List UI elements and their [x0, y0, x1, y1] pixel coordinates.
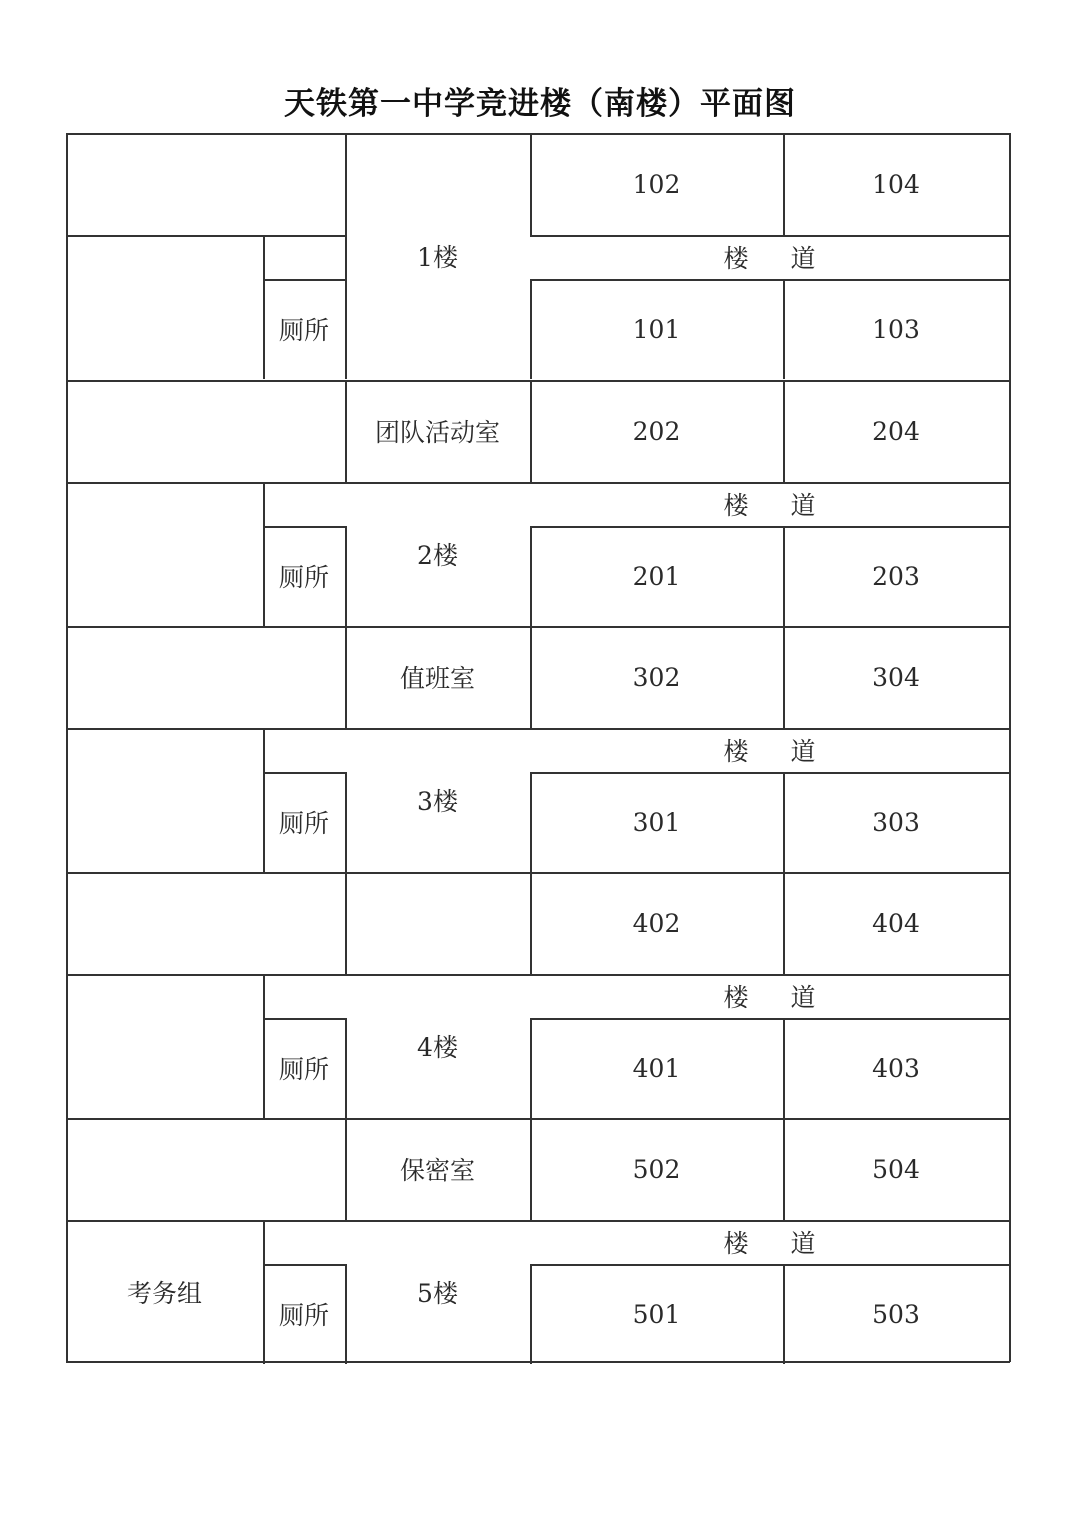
north-room-label: 保密室 [399, 1156, 475, 1185]
room-number: 202 [632, 416, 681, 446]
room-number: 201 [632, 561, 681, 591]
corridor-label [530, 974, 1009, 1018]
floor-label: 3楼 [417, 787, 458, 816]
corridor-label [530, 235, 1009, 279]
floor-label: 2楼 [417, 541, 458, 570]
room-number: 204 [872, 416, 920, 446]
corridor-label [530, 1220, 1009, 1264]
room-number: 302 [632, 662, 681, 692]
corridor-char: 楼 [723, 983, 749, 1012]
corridor-char: 道 [790, 983, 816, 1012]
frame-right [1009, 133, 1011, 1362]
north-room-label: 团队活动室 [374, 418, 500, 447]
room-number: 501 [632, 1299, 681, 1329]
corridor-label [530, 482, 1009, 526]
room-number: 402 [632, 908, 681, 938]
room-number: 303 [872, 807, 920, 837]
restroom-label: 厕所 [278, 809, 329, 838]
room-number: 103 [872, 314, 920, 344]
room-number: 102 [632, 169, 681, 199]
restroom-label: 厕所 [278, 316, 329, 345]
corridor-char: 道 [790, 1229, 816, 1258]
room-number: 403 [872, 1053, 920, 1083]
corridor-char: 道 [790, 491, 816, 520]
room-number: 301 [632, 807, 681, 837]
floor-label: 5楼 [417, 1279, 458, 1308]
corridor-char: 楼 [723, 1229, 749, 1258]
room-number: 502 [632, 1154, 681, 1184]
frame-left [66, 133, 68, 1361]
room-number: 203 [872, 561, 920, 591]
corridor-char: 道 [790, 244, 816, 273]
room-number: 503 [872, 1299, 920, 1329]
restroom-label: 厕所 [278, 563, 329, 592]
corridor-char: 楼 [723, 491, 749, 520]
room-number: 404 [872, 908, 920, 938]
north-room-label [345, 872, 530, 974]
corridor-char: 道 [790, 737, 816, 766]
room-number: 304 [872, 662, 920, 692]
room-number: 504 [872, 1154, 920, 1184]
north-room-label: 值班室 [399, 664, 475, 693]
office-label: 考务组 [126, 1279, 202, 1308]
corridor-label [530, 728, 1009, 772]
restroom-label: 厕所 [278, 1055, 329, 1084]
corridor-char: 楼 [723, 737, 749, 766]
room-number: 101 [632, 314, 681, 344]
page-title: 天铁第一中学竞进楼（南楼）平面图 [284, 86, 796, 122]
corridor-char: 楼 [723, 244, 749, 273]
floor-label: 1楼 [417, 243, 458, 272]
restroom-label: 厕所 [278, 1301, 329, 1330]
floor-label: 4楼 [417, 1033, 458, 1062]
room-number: 401 [632, 1053, 681, 1083]
room-number: 104 [872, 169, 920, 199]
row-divider [66, 235, 345, 237]
